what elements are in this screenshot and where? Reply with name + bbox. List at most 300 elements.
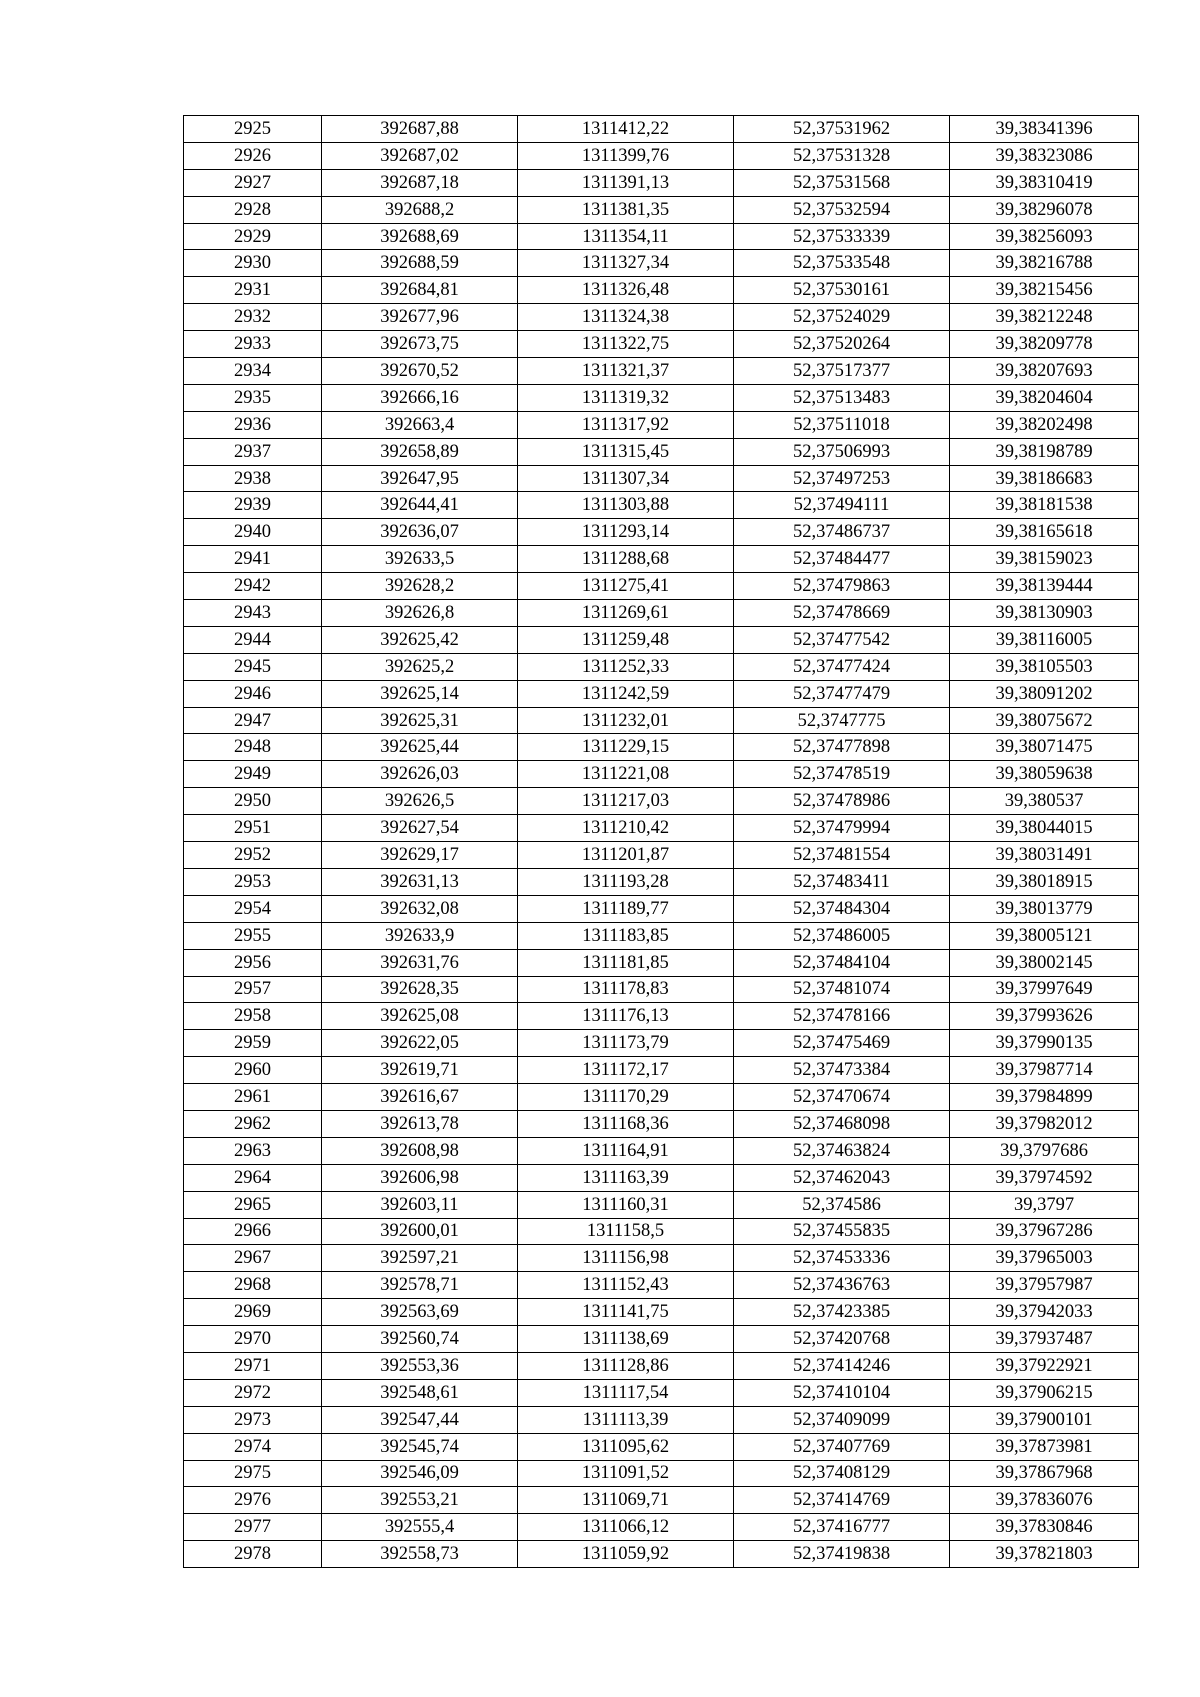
y-coordinate-cell: 1311288,68: [518, 546, 734, 573]
longitude-cell: 39,37965003: [950, 1245, 1139, 1272]
x-coordinate-cell: 392629,17: [322, 842, 518, 869]
latitude-cell: 52,37497253: [734, 465, 950, 492]
point-number-cell: 2945: [184, 653, 322, 680]
y-coordinate-cell: 1311326,48: [518, 277, 734, 304]
y-coordinate-cell: 1311381,35: [518, 196, 734, 223]
longitude-cell: 39,38181538: [950, 492, 1139, 519]
latitude-cell: 52,37420768: [734, 1326, 950, 1353]
table-row: [184, 842, 1139, 869]
coordinates-table: [183, 115, 1139, 1568]
longitude-cell: 39,37873981: [950, 1433, 1139, 1460]
x-coordinate-cell: 392666,16: [322, 384, 518, 411]
latitude-cell: 52,37419838: [734, 1541, 950, 1568]
y-coordinate-cell: 1311176,13: [518, 1003, 734, 1030]
y-coordinate-cell: 1311138,69: [518, 1326, 734, 1353]
point-number-cell: 2936: [184, 411, 322, 438]
latitude-cell: 52,37408129: [734, 1460, 950, 1487]
y-coordinate-cell: 1311317,92: [518, 411, 734, 438]
latitude-cell: 52,37532594: [734, 196, 950, 223]
table-row: [184, 653, 1139, 680]
latitude-cell: 52,37455835: [734, 1218, 950, 1245]
longitude-cell: 39,37937487: [950, 1326, 1139, 1353]
y-coordinate-cell: 1311399,76: [518, 142, 734, 169]
point-number-cell: 2947: [184, 707, 322, 734]
latitude-cell: 52,37479994: [734, 815, 950, 842]
y-coordinate-cell: 1311163,39: [518, 1164, 734, 1191]
latitude-cell: 52,37462043: [734, 1164, 950, 1191]
latitude-cell: 52,37416777: [734, 1514, 950, 1541]
longitude-cell: 39,38310419: [950, 169, 1139, 196]
table-row: [184, 976, 1139, 1003]
y-coordinate-cell: 1311128,86: [518, 1352, 734, 1379]
table-row: [184, 142, 1139, 169]
longitude-cell: 39,37957987: [950, 1272, 1139, 1299]
table-row: [184, 600, 1139, 627]
x-coordinate-cell: 392625,31: [322, 707, 518, 734]
x-coordinate-cell: 392677,96: [322, 304, 518, 331]
longitude-cell: 39,38071475: [950, 734, 1139, 761]
longitude-cell: 39,37974592: [950, 1164, 1139, 1191]
point-number-cell: 2927: [184, 169, 322, 196]
y-coordinate-cell: 1311158,5: [518, 1218, 734, 1245]
table-row: [184, 788, 1139, 815]
point-number-cell: 2963: [184, 1137, 322, 1164]
point-number-cell: 2959: [184, 1030, 322, 1057]
table-row: [184, 331, 1139, 358]
x-coordinate-cell: 392644,41: [322, 492, 518, 519]
latitude-cell: 52,37513483: [734, 384, 950, 411]
x-coordinate-cell: 392684,81: [322, 277, 518, 304]
y-coordinate-cell: 1311189,77: [518, 895, 734, 922]
point-number-cell: 2937: [184, 438, 322, 465]
table-row: [184, 250, 1139, 277]
latitude-cell: 52,37479863: [734, 573, 950, 600]
point-number-cell: 2967: [184, 1245, 322, 1272]
longitude-cell: 39,38323086: [950, 142, 1139, 169]
table-row: [184, 868, 1139, 895]
table-row: [184, 546, 1139, 573]
latitude-cell: 52,37531568: [734, 169, 950, 196]
table-row: [184, 1379, 1139, 1406]
longitude-cell: 39,38105503: [950, 653, 1139, 680]
longitude-cell: 39,38139444: [950, 573, 1139, 600]
x-coordinate-cell: 392688,2: [322, 196, 518, 223]
y-coordinate-cell: 1311242,59: [518, 680, 734, 707]
longitude-cell: 39,38044015: [950, 815, 1139, 842]
longitude-cell: 39,37993626: [950, 1003, 1139, 1030]
longitude-cell: 39,37830846: [950, 1514, 1139, 1541]
point-number-cell: 2928: [184, 196, 322, 223]
table-row: [184, 465, 1139, 492]
longitude-cell: 39,38005121: [950, 922, 1139, 949]
point-number-cell: 2939: [184, 492, 322, 519]
table-row: [184, 1164, 1139, 1191]
latitude-cell: 52,3747775: [734, 707, 950, 734]
longitude-cell: 39,37867968: [950, 1460, 1139, 1487]
latitude-cell: 52,37481554: [734, 842, 950, 869]
latitude-cell: 52,37511018: [734, 411, 950, 438]
longitude-cell: 39,38059638: [950, 761, 1139, 788]
longitude-cell: 39,37942033: [950, 1299, 1139, 1326]
table-row: [184, 223, 1139, 250]
table-row: [184, 116, 1139, 143]
latitude-cell: 52,37486737: [734, 519, 950, 546]
y-coordinate-cell: 1311173,79: [518, 1030, 734, 1057]
latitude-cell: 52,37533548: [734, 250, 950, 277]
x-coordinate-cell: 392631,76: [322, 949, 518, 976]
longitude-cell: 39,38207693: [950, 358, 1139, 385]
x-coordinate-cell: 392625,08: [322, 1003, 518, 1030]
point-number-cell: 2941: [184, 546, 322, 573]
longitude-cell: 39,38256093: [950, 223, 1139, 250]
point-number-cell: 2976: [184, 1487, 322, 1514]
longitude-cell: 39,38216788: [950, 250, 1139, 277]
x-coordinate-cell: 392628,2: [322, 573, 518, 600]
point-number-cell: 2972: [184, 1379, 322, 1406]
longitude-cell: 39,38215456: [950, 277, 1139, 304]
latitude-cell: 52,37531962: [734, 116, 950, 143]
latitude-cell: 52,37483411: [734, 868, 950, 895]
point-number-cell: 2964: [184, 1164, 322, 1191]
x-coordinate-cell: 392563,69: [322, 1299, 518, 1326]
longitude-cell: 39,37836076: [950, 1487, 1139, 1514]
point-number-cell: 2944: [184, 626, 322, 653]
point-number-cell: 2966: [184, 1218, 322, 1245]
y-coordinate-cell: 1311269,61: [518, 600, 734, 627]
x-coordinate-cell: 392658,89: [322, 438, 518, 465]
y-coordinate-cell: 1311066,12: [518, 1514, 734, 1541]
longitude-cell: 39,38341396: [950, 116, 1139, 143]
point-number-cell: 2958: [184, 1003, 322, 1030]
y-coordinate-cell: 1311229,15: [518, 734, 734, 761]
x-coordinate-cell: 392600,01: [322, 1218, 518, 1245]
table-row: [184, 1057, 1139, 1084]
table-row: [184, 680, 1139, 707]
latitude-cell: 52,37481074: [734, 976, 950, 1003]
latitude-cell: 52,37470674: [734, 1084, 950, 1111]
table-row: [184, 1110, 1139, 1137]
y-coordinate-cell: 1311303,88: [518, 492, 734, 519]
longitude-cell: 39,38130903: [950, 600, 1139, 627]
latitude-cell: 52,374586: [734, 1191, 950, 1218]
x-coordinate-cell: 392625,44: [322, 734, 518, 761]
latitude-cell: 52,37463824: [734, 1137, 950, 1164]
table-row: [184, 949, 1139, 976]
table-row: [184, 1541, 1139, 1568]
x-coordinate-cell: 392632,08: [322, 895, 518, 922]
point-number-cell: 2934: [184, 358, 322, 385]
latitude-cell: 52,37484304: [734, 895, 950, 922]
x-coordinate-cell: 392578,71: [322, 1272, 518, 1299]
point-number-cell: 2932: [184, 304, 322, 331]
x-coordinate-cell: 392626,5: [322, 788, 518, 815]
y-coordinate-cell: 1311259,48: [518, 626, 734, 653]
longitude-cell: 39,38296078: [950, 196, 1139, 223]
y-coordinate-cell: 1311095,62: [518, 1433, 734, 1460]
y-coordinate-cell: 1311141,75: [518, 1299, 734, 1326]
point-number-cell: 2957: [184, 976, 322, 1003]
x-coordinate-cell: 392608,98: [322, 1137, 518, 1164]
x-coordinate-cell: 392619,71: [322, 1057, 518, 1084]
latitude-cell: 52,37475469: [734, 1030, 950, 1057]
point-number-cell: 2960: [184, 1057, 322, 1084]
longitude-cell: 39,38013779: [950, 895, 1139, 922]
longitude-cell: 39,37922921: [950, 1352, 1139, 1379]
point-number-cell: 2971: [184, 1352, 322, 1379]
y-coordinate-cell: 1311315,45: [518, 438, 734, 465]
x-coordinate-cell: 392688,69: [322, 223, 518, 250]
x-coordinate-cell: 392613,78: [322, 1110, 518, 1137]
x-coordinate-cell: 392547,44: [322, 1406, 518, 1433]
table-row: [184, 1191, 1139, 1218]
x-coordinate-cell: 392628,35: [322, 976, 518, 1003]
latitude-cell: 52,37478669: [734, 600, 950, 627]
y-coordinate-cell: 1311327,34: [518, 250, 734, 277]
latitude-cell: 52,37524029: [734, 304, 950, 331]
point-number-cell: 2951: [184, 815, 322, 842]
table-row: [184, 384, 1139, 411]
longitude-cell: 39,38198789: [950, 438, 1139, 465]
table-row: [184, 358, 1139, 385]
longitude-cell: 39,38165618: [950, 519, 1139, 546]
y-coordinate-cell: 1311412,22: [518, 116, 734, 143]
latitude-cell: 52,37484477: [734, 546, 950, 573]
x-coordinate-cell: 392663,4: [322, 411, 518, 438]
point-number-cell: 2962: [184, 1110, 322, 1137]
point-number-cell: 2977: [184, 1514, 322, 1541]
x-coordinate-cell: 392546,09: [322, 1460, 518, 1487]
point-number-cell: 2946: [184, 680, 322, 707]
longitude-cell: 39,38209778: [950, 331, 1139, 358]
x-coordinate-cell: 392631,13: [322, 868, 518, 895]
table-row: [184, 734, 1139, 761]
point-number-cell: 2948: [184, 734, 322, 761]
longitude-cell: 39,37987714: [950, 1057, 1139, 1084]
point-number-cell: 2940: [184, 519, 322, 546]
y-coordinate-cell: 1311170,29: [518, 1084, 734, 1111]
latitude-cell: 52,37477479: [734, 680, 950, 707]
point-number-cell: 2955: [184, 922, 322, 949]
longitude-cell: 39,38075672: [950, 707, 1139, 734]
table-row: [184, 519, 1139, 546]
y-coordinate-cell: 1311193,28: [518, 868, 734, 895]
x-coordinate-cell: 392673,75: [322, 331, 518, 358]
x-coordinate-cell: 392636,07: [322, 519, 518, 546]
coordinates-table-body: [184, 116, 1139, 1568]
latitude-cell: 52,37506993: [734, 438, 950, 465]
longitude-cell: 39,38202498: [950, 411, 1139, 438]
point-number-cell: 2953: [184, 868, 322, 895]
x-coordinate-cell: 392625,42: [322, 626, 518, 653]
x-coordinate-cell: 392687,18: [322, 169, 518, 196]
y-coordinate-cell: 1311324,38: [518, 304, 734, 331]
point-number-cell: 2973: [184, 1406, 322, 1433]
table-row: [184, 895, 1139, 922]
latitude-cell: 52,37478519: [734, 761, 950, 788]
longitude-cell: 39,37900101: [950, 1406, 1139, 1433]
y-coordinate-cell: 1311319,32: [518, 384, 734, 411]
x-coordinate-cell: 392647,95: [322, 465, 518, 492]
latitude-cell: 52,37520264: [734, 331, 950, 358]
table-row: [184, 1406, 1139, 1433]
y-coordinate-cell: 1311252,33: [518, 653, 734, 680]
x-coordinate-cell: 392687,88: [322, 116, 518, 143]
table-row: [184, 492, 1139, 519]
point-number-cell: 2938: [184, 465, 322, 492]
point-number-cell: 2961: [184, 1084, 322, 1111]
x-coordinate-cell: 392555,4: [322, 1514, 518, 1541]
x-coordinate-cell: 392625,2: [322, 653, 518, 680]
table-row: [184, 1352, 1139, 1379]
x-coordinate-cell: 392625,14: [322, 680, 518, 707]
longitude-cell: 39,3797: [950, 1191, 1139, 1218]
point-number-cell: 2929: [184, 223, 322, 250]
latitude-cell: 52,37409099: [734, 1406, 950, 1433]
y-coordinate-cell: 1311232,01: [518, 707, 734, 734]
x-coordinate-cell: 392548,61: [322, 1379, 518, 1406]
y-coordinate-cell: 1311293,14: [518, 519, 734, 546]
longitude-cell: 39,38186683: [950, 465, 1139, 492]
point-number-cell: 2975: [184, 1460, 322, 1487]
latitude-cell: 52,37436763: [734, 1272, 950, 1299]
table-row: [184, 1245, 1139, 1272]
longitude-cell: 39,38018915: [950, 868, 1139, 895]
point-number-cell: 2930: [184, 250, 322, 277]
longitude-cell: 39,37967286: [950, 1218, 1139, 1245]
y-coordinate-cell: 1311172,17: [518, 1057, 734, 1084]
point-number-cell: 2965: [184, 1191, 322, 1218]
point-number-cell: 2974: [184, 1433, 322, 1460]
latitude-cell: 52,37533339: [734, 223, 950, 250]
y-coordinate-cell: 1311160,31: [518, 1191, 734, 1218]
y-coordinate-cell: 1311156,98: [518, 1245, 734, 1272]
longitude-cell: 39,38031491: [950, 842, 1139, 869]
latitude-cell: 52,37494111: [734, 492, 950, 519]
x-coordinate-cell: 392553,21: [322, 1487, 518, 1514]
point-number-cell: 2956: [184, 949, 322, 976]
table-row: [184, 169, 1139, 196]
y-coordinate-cell: 1311069,71: [518, 1487, 734, 1514]
table-row: [184, 196, 1139, 223]
latitude-cell: 52,37530161: [734, 277, 950, 304]
longitude-cell: 39,380537: [950, 788, 1139, 815]
longitude-cell: 39,37906215: [950, 1379, 1139, 1406]
y-coordinate-cell: 1311059,92: [518, 1541, 734, 1568]
table-row: [184, 1299, 1139, 1326]
table-row: [184, 438, 1139, 465]
y-coordinate-cell: 1311321,37: [518, 358, 734, 385]
y-coordinate-cell: 1311217,03: [518, 788, 734, 815]
table-row: [184, 1326, 1139, 1353]
latitude-cell: 52,37484104: [734, 949, 950, 976]
point-number-cell: 2952: [184, 842, 322, 869]
longitude-cell: 39,37997649: [950, 976, 1139, 1003]
y-coordinate-cell: 1311354,11: [518, 223, 734, 250]
table-row: [184, 1272, 1139, 1299]
y-coordinate-cell: 1311201,87: [518, 842, 734, 869]
latitude-cell: 52,37407769: [734, 1433, 950, 1460]
longitude-cell: 39,38002145: [950, 949, 1139, 976]
point-number-cell: 2943: [184, 600, 322, 627]
longitude-cell: 39,38212248: [950, 304, 1139, 331]
table-row: [184, 277, 1139, 304]
point-number-cell: 2954: [184, 895, 322, 922]
longitude-cell: 39,38091202: [950, 680, 1139, 707]
latitude-cell: 52,37473384: [734, 1057, 950, 1084]
latitude-cell: 52,37477424: [734, 653, 950, 680]
table-row: [184, 1137, 1139, 1164]
y-coordinate-cell: 1311210,42: [518, 815, 734, 842]
latitude-cell: 52,37477542: [734, 626, 950, 653]
point-number-cell: 2970: [184, 1326, 322, 1353]
latitude-cell: 52,37414246: [734, 1352, 950, 1379]
y-coordinate-cell: 1311307,34: [518, 465, 734, 492]
table-row: [184, 761, 1139, 788]
point-number-cell: 2926: [184, 142, 322, 169]
table-row: [184, 573, 1139, 600]
y-coordinate-cell: 1311181,85: [518, 949, 734, 976]
x-coordinate-cell: 392687,02: [322, 142, 518, 169]
latitude-cell: 52,37468098: [734, 1110, 950, 1137]
point-number-cell: 2931: [184, 277, 322, 304]
table-row: [184, 1003, 1139, 1030]
x-coordinate-cell: 392545,74: [322, 1433, 518, 1460]
y-coordinate-cell: 1311152,43: [518, 1272, 734, 1299]
y-coordinate-cell: 1311164,91: [518, 1137, 734, 1164]
table-row: [184, 707, 1139, 734]
table-row: [184, 815, 1139, 842]
y-coordinate-cell: 1311168,36: [518, 1110, 734, 1137]
longitude-cell: 39,38204604: [950, 384, 1139, 411]
table-row: [184, 922, 1139, 949]
x-coordinate-cell: 392603,11: [322, 1191, 518, 1218]
x-coordinate-cell: 392553,36: [322, 1352, 518, 1379]
longitude-cell: 39,37990135: [950, 1030, 1139, 1057]
table-row: [184, 1514, 1139, 1541]
x-coordinate-cell: 392622,05: [322, 1030, 518, 1057]
point-number-cell: 2925: [184, 116, 322, 143]
longitude-cell: 39,37982012: [950, 1110, 1139, 1137]
longitude-cell: 39,37821803: [950, 1541, 1139, 1568]
x-coordinate-cell: 392616,67: [322, 1084, 518, 1111]
y-coordinate-cell: 1311113,39: [518, 1406, 734, 1433]
x-coordinate-cell: 392688,59: [322, 250, 518, 277]
table-row: [184, 1030, 1139, 1057]
point-number-cell: 2978: [184, 1541, 322, 1568]
point-number-cell: 2950: [184, 788, 322, 815]
latitude-cell: 52,37423385: [734, 1299, 950, 1326]
y-coordinate-cell: 1311117,54: [518, 1379, 734, 1406]
y-coordinate-cell: 1311183,85: [518, 922, 734, 949]
latitude-cell: 52,37478166: [734, 1003, 950, 1030]
x-coordinate-cell: 392606,98: [322, 1164, 518, 1191]
point-number-cell: 2933: [184, 331, 322, 358]
latitude-cell: 52,37486005: [734, 922, 950, 949]
y-coordinate-cell: 1311091,52: [518, 1460, 734, 1487]
y-coordinate-cell: 1311221,08: [518, 761, 734, 788]
x-coordinate-cell: 392633,9: [322, 922, 518, 949]
x-coordinate-cell: 392670,52: [322, 358, 518, 385]
y-coordinate-cell: 1311322,75: [518, 331, 734, 358]
y-coordinate-cell: 1311275,41: [518, 573, 734, 600]
latitude-cell: 52,37517377: [734, 358, 950, 385]
table-row: [184, 1460, 1139, 1487]
longitude-cell: 39,37984899: [950, 1084, 1139, 1111]
table-row: [184, 1433, 1139, 1460]
y-coordinate-cell: 1311178,83: [518, 976, 734, 1003]
point-number-cell: 2935: [184, 384, 322, 411]
point-number-cell: 2942: [184, 573, 322, 600]
